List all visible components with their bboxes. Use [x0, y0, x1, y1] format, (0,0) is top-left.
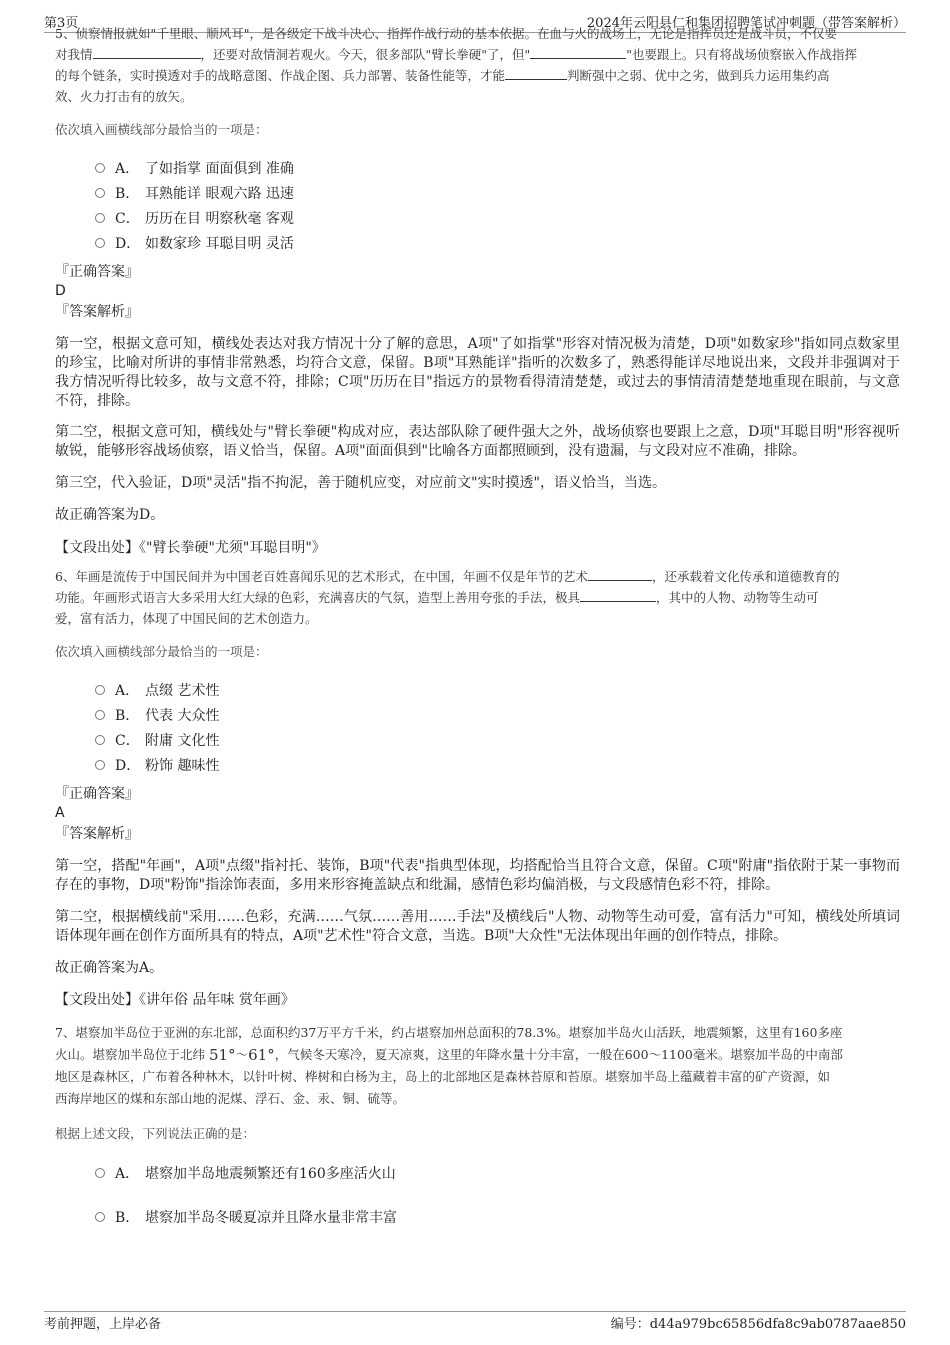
q6-option-d[interactable]: D． 粉饰 趣味性	[95, 752, 900, 777]
q6-option-c[interactable]: C． 附庸 文化性	[95, 727, 900, 752]
q6-source: 【文段出处】《讲年俗 品年味 赏年画》	[55, 992, 295, 1008]
radio-icon[interactable]	[95, 1212, 105, 1222]
q5-text-line-1: 对我情 ，还要对敌情洞若观火。今天，很多部队"臂长拳硬"了，但" "也要跟上。只有将战场侦察嵌入作战指挥	[55, 44, 900, 65]
q5-option-c[interactable]: C． 历历在目 明察秋毫 客观	[95, 205, 900, 230]
radio-icon[interactable]	[95, 710, 105, 720]
latitude-start: 51°	[209, 1046, 236, 1064]
fill-blank	[505, 65, 567, 80]
radio-icon[interactable]	[95, 188, 105, 198]
q5-prompt: 依次填入画横线部分最恰当的一项是：	[55, 122, 268, 137]
q5-option-b[interactable]: B． 耳熟能详 眼观六路 迅速	[95, 180, 900, 205]
q5-analysis-1: 第一空，根据文意可知，横线处表达对我方情况十分了解的意思，A项"了如指掌"形容对情况极为清楚，D项"如数家珍"指如同点数家里的珍宝，比喻对所讲的事情非常熟悉，均符合文意，保留。B项"耳熟能详"指听的次数多了，熟悉得能详尽地说出来，文段并非强调对于我方情况听得比较多，故与文意不符，排除；C项"历历在目"指远方的景物看得清清楚楚，或过去的事情清清楚楚地重现在眼前，与文意不符，排除。	[55, 336, 900, 409]
q7-option-b[interactable]: B． 堪察加半岛冬暖夏凉并且降水量非常丰富	[95, 1204, 900, 1229]
q6-text-line-3: 爱，富有活力，体现了中国民间的艺术创造力。	[55, 611, 318, 626]
radio-icon[interactable]	[95, 760, 105, 770]
q6-answer-label: 『正确答案』	[55, 786, 139, 802]
q6-analysis-1: 第一空，搭配"年画"，A项"点缀"指衬托、装饰，B项"代表"指典型体现，均搭配恰当且符合文意，保留。C项"附庸"指依附于某一事物而存在的事物，D项"粉饰"指涂饰表面，多用来形容掩盖缺点和纰漏，感情色彩均偏消极，与文段感情色彩不符，排除。	[55, 858, 900, 893]
fill-blank	[588, 566, 652, 581]
q7-prompt: 根据上述文段，下列说法正确的是：	[55, 1126, 256, 1141]
q5-text-line-2: 的每个链条，实时摸透对手的战略意图、作战企图、兵力部署、装备性能等，才能 判断强中之弱、优中之劣，做到兵力运用集约高	[55, 65, 900, 86]
page-number: 第3页	[44, 15, 79, 31]
radio-icon[interactable]	[95, 735, 105, 745]
q5-analysis-4: 故正确答案为D。	[55, 507, 165, 523]
radio-icon[interactable]	[95, 163, 105, 173]
q5-analysis-2: 第二空，根据文意可知，横线处与"臂长拳硬"构成对应，表达部队除了硬件强大之外，战场侦察也要跟上之意，D项"耳聪目明"形容视听敏锐，能够形容战场侦察，语义恰当，保留。A项"面面俱到"比喻各方面都照顾到，没有遗漏，与文段对应不准确，排除。	[55, 424, 900, 459]
q7-text-line-2: 火山。堪察加半岛位于北纬 51°～61°，气候冬天寒冷，夏天凉爽，这里的年降水量十分丰富，一般在600～1100毫米。堪察加半岛的中南部	[55, 1046, 843, 1064]
q6-text-line-1: 6、年画是流传于中国民间并为中国老百姓喜闻乐见的艺术形式，在中国，年画不仅是年节的艺术 ，还承载着文化传承和道德教育的	[55, 566, 900, 587]
q5-option-d[interactable]: D． 如数家珍 耳聪目明 灵活	[95, 230, 900, 255]
q5-option-a[interactable]: A． 了如指掌 面面俱到 准确	[95, 155, 900, 180]
latitude-end: 61°	[248, 1046, 275, 1064]
q6-option-a[interactable]: A． 点缀 艺术性	[95, 677, 900, 702]
footer-slogan: 考前押题，上岸必备	[44, 1317, 162, 1332]
q7-text-line-4: 西海岸地区的煤和东部山地的泥煤、浮石、金、汞、铜、硫等。	[55, 1091, 406, 1106]
q6-option-b[interactable]: B． 代表 大众性	[95, 702, 900, 727]
fill-blank	[530, 44, 626, 59]
document-id: 编号：d44a979bc65856dfa8c9ab0787aae850	[610, 1317, 906, 1332]
fill-blank	[93, 44, 201, 59]
q5-text-line-3: 效、火力打击有的放矢。	[55, 89, 193, 104]
q6-text-line-2: 功能。年画形式语言大多采用大红大绿的色彩，充满喜庆的气氛，造型上善用夸张的手法，极具 ，其中的人物、动物等生动可	[55, 587, 900, 608]
q6-analysis-label: 『答案解析』	[55, 826, 139, 842]
q5-source: 【文段出处】《"臂长拳硬"尤须"耳聪目明"》	[55, 540, 326, 556]
q5-answer-label: 『正确答案』	[55, 264, 139, 280]
q7-option-a[interactable]: A． 堪察加半岛地震频繁还有160多座活火山	[95, 1160, 900, 1185]
fill-blank	[580, 587, 656, 602]
q7-text-line-1: 7、堪察加半岛位于亚洲的东北部，总面积约37万平方千米，约占堪察加州总面积的78.3%。堪察加半岛火山活跃，地震频繁，这里有160多座	[55, 1025, 843, 1040]
q6-prompt: 依次填入画横线部分最恰当的一项是：	[55, 644, 268, 659]
q6-answer: A	[55, 805, 65, 821]
radio-icon[interactable]	[95, 685, 105, 695]
q7-options	[95, 1160, 900, 1229]
radio-icon[interactable]	[95, 1168, 105, 1178]
q5-analysis-label: 『答案解析』	[55, 304, 139, 320]
document-body	[55, 26, 900, 1229]
q5-cut-line: 5、侦察情报就如"千里眼、顺风耳"，是各级定下战斗决心、指挥作战行动的基本依据。在血与火的战场上，无论是指挥员还是战斗员，不仅要	[55, 26, 837, 41]
q5-answer: D	[55, 283, 66, 299]
document-title: 2024年云阳县仁和集团招聘笔试冲刺题（带答案解析）	[586, 15, 906, 31]
q5-options	[95, 155, 900, 255]
q6-options	[95, 677, 900, 777]
q5-analysis-3: 第三空，代入验证，D项"灵活"指不拘泥，善于随机应变，对应前文"实时摸透"，语义恰当，当选。	[55, 475, 666, 491]
radio-icon[interactable]	[95, 213, 105, 223]
page-footer	[44, 1311, 906, 1332]
q6-analysis-3: 故正确答案为A。	[55, 960, 164, 976]
radio-icon[interactable]	[95, 238, 105, 248]
q7-text-line-3: 地区是森林区，广布着各种林木，以针叶树、桦树和白杨为主，岛上的北部地区是森林苔原和苔原。堪察加半岛上蕴藏着丰富的矿产资源，如	[55, 1069, 831, 1084]
q6-analysis-2: 第二空，根据横线前"采用……色彩，充满……气氛……善用……手法"及横线后"人物、动物等生动可爱，富有活力"可知，横线处所填词语体现年画在创作方面所具有的特点，A项"艺术性"符合文意，当选。B项"大众性"无法体现出年画的创作特点，排除。	[55, 909, 900, 944]
